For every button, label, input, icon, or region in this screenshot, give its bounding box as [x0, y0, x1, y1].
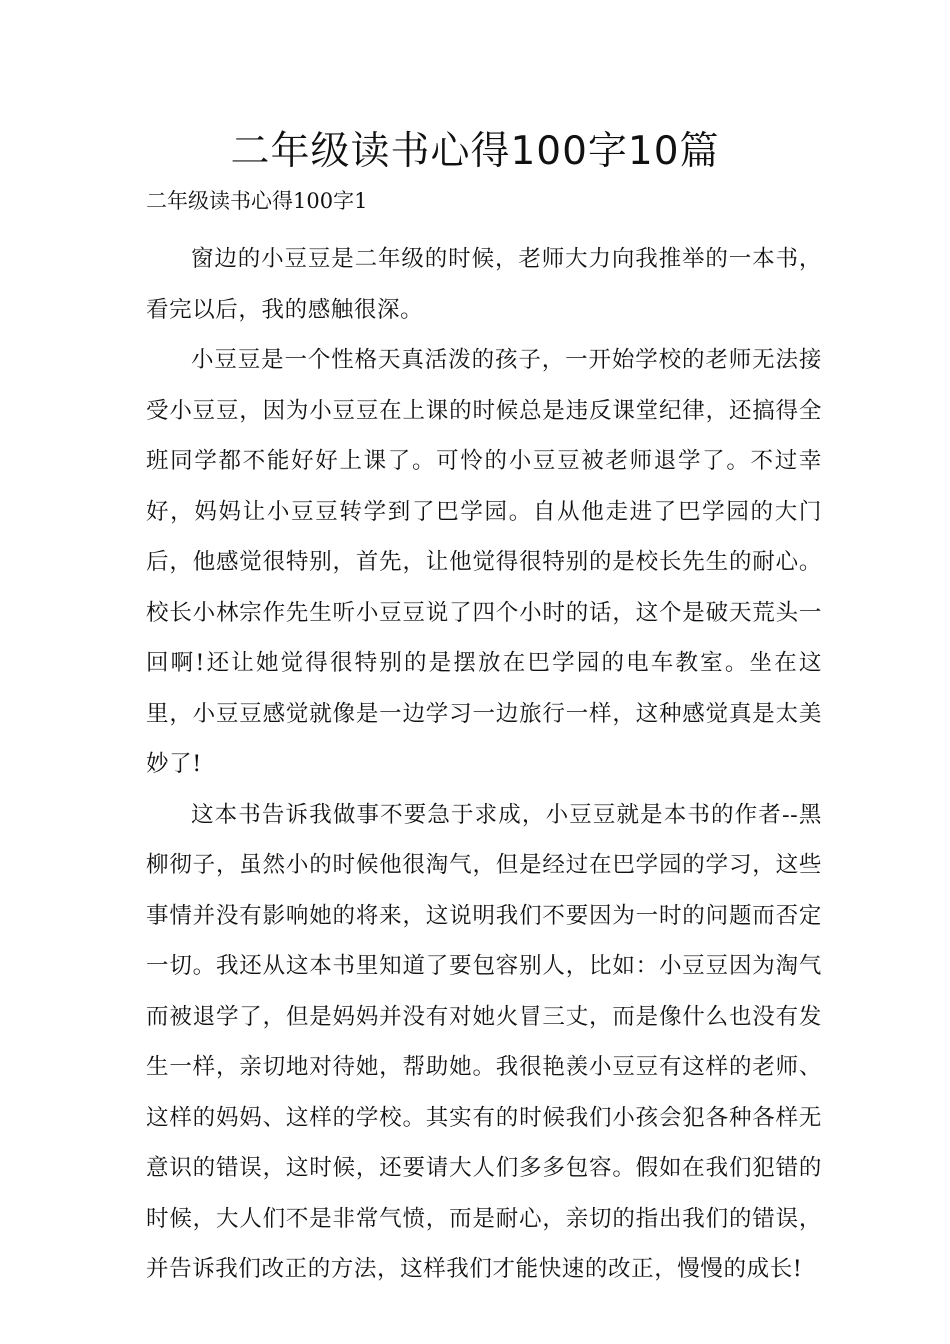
section-heading: 二年级读书心得100字1 — [146, 189, 368, 213]
paragraph-2: 小豆豆是一个性格天真活泼的孩子，一开始学校的老师无法接受小豆豆，因为小豆豆在上课的时候总是违反课堂纪律，还搞得全班同学都不能好好上课了。可怜的小豆豆被老师退学了。不过幸好，妈妈让小豆豆转学到了巴学园。自从他走进了巴学园的大门后，他感觉很特别，首先，让他觉得很特别的是校长先生的耐心。校长小林宗作先生听小豆豆说了四个小时的话，这个是破天荒头一回啊!还让她觉得很特别的是摆放在巴学园的电车教室。坐在这里，小豆豆感觉就像是一边学习一边旅行一样，这种感觉真是太美妙了! — [146, 347, 822, 777]
paragraph-1: 窗边的小豆豆是二年级的时候，老师大力向我推举的一本书，看完以后，我的感触很深。 — [146, 246, 822, 323]
paragraph-3: 这本书告诉我做事不要急于求成，小豆豆就是本书的作者--黑柳彻子，虽然小的时候他很淘气，但是经过在巴学园的学习，这些事情并没有影响她的将来，这说明我们不要因为一时的问题而否定一切。我还从这本书里知道了要包容别人，比如：小豆豆因为淘气而被退学了，但是妈妈并没有对她火冒三丈，而是像什么也没有发生一样，亲切地对待她，帮助她。我很艳羡小豆豆有这样的老师、这样的妈妈、这样的学校。其实有的时候我们小孩会犯各种各样无意识的错误，这时候，还要请大人们多多包容。假如在我们犯错的时候，大人们不是非常气愤，而是耐心，亲切的指出我们的错误，并告诉我们改正的方法，这样我们才能快速的改正，慢慢的成长! — [146, 801, 822, 1282]
document-title: 二年级读书心得100字10篇 — [230, 129, 720, 174]
document-body — [146, 234, 822, 1295]
